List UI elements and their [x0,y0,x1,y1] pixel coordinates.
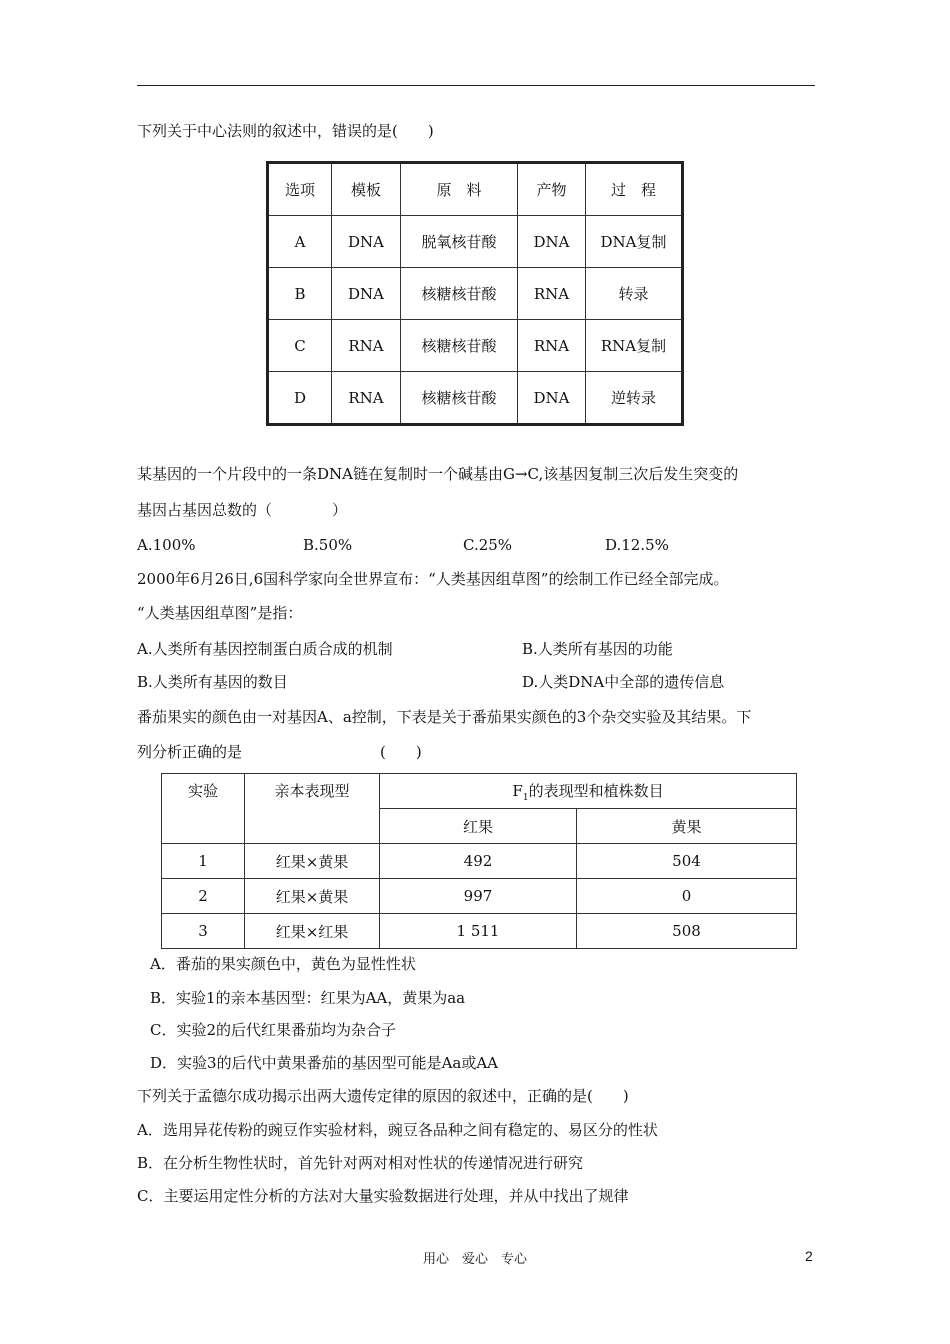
cell-yellow-count: 508 [577,914,797,949]
header-rule [137,85,815,86]
cell-option: B [268,268,332,320]
q2-option-a: A.100% [137,536,196,554]
cell-yellow-count: 504 [577,844,797,879]
header-yellow-fruit: 黄果 [577,809,797,844]
q3-option-a: A.人类所有基因控制蛋白质合成的机制 [137,640,393,658]
cell-experiment: 1 [162,844,245,879]
cell-red-count: 997 [380,879,577,914]
header-product: 产物 [518,163,586,216]
q4-option-b: B．实验1的亲本基因型：红果为AA，黄果为aa [150,989,466,1007]
q5-option-b: B．在分析生物性状时，首先针对两对相对性状的传递情况进行研究 [137,1154,584,1172]
q5-option-c: C．主要运用定性分析的方法对大量实验数据进行处理，并从中找出了规律 [137,1187,629,1205]
cell-material: 核糖核苷酸 [401,372,518,425]
table-header-row [268,163,683,216]
q3-option-b: B.人类所有基因的功能 [522,640,673,658]
cell-product: DNA [518,372,586,425]
cell-experiment: 3 [162,914,245,949]
cell-product: RNA [518,268,586,320]
q4-stem-line1: 番茄果实的颜色由一对基因A、a控制，下表是关于番茄果实颜色的3个杂交实验及其结果。下 [137,708,752,726]
tomato-cross-table [161,773,797,949]
cell-process: 转录 [586,268,683,320]
table-row [268,216,683,268]
page-number: 2 [805,1248,813,1264]
cell-parent: 红果×黄果 [245,844,380,879]
header-f1: $F_1$的表现型和植株数目 [380,774,797,809]
table-row [268,372,683,425]
q3-stem-line1: 2000年6月26日,6国科学家向全世界宣布：“人类基因组草图”的绘制工作已经全部完成。 [137,570,729,588]
header-material: 原 料 [401,163,518,216]
q2-option-d: D.12.5% [605,536,669,554]
cell-red-count: 492 [380,844,577,879]
header-red-fruit: 红果 [380,809,577,844]
cell-parent: 红果×黄果 [245,879,380,914]
q4-option-a: A．番茄的果实颜色中，黄色为显性性状 [150,955,416,973]
q3-stem-line2: “人类基因组草图”是指： [137,604,303,622]
q2-stem-line1: 某基因的一个片段中的一条DNA链在复制时一个碱基由G→C,该基因复制三次后发生突变的 [137,465,739,483]
header-process: 过 程 [586,163,683,216]
cell-template: RNA [332,372,401,425]
table-row [162,879,797,914]
q2-option-b: B.50% [303,536,353,554]
cell-product: RNA [518,320,586,372]
q4-answer-paren: ( ) [380,743,422,761]
q2-option-c: C.25% [463,536,513,554]
cell-process: DNA复制 [586,216,683,268]
cell-red-count: 1 511 [380,914,577,949]
cell-parent: 红果×红果 [245,914,380,949]
q4-option-d: D．实验3的后代中黄果番茄的基因型可能是Aa或AA [150,1054,499,1072]
cell-template: DNA [332,268,401,320]
cell-experiment: 2 [162,879,245,914]
table-row [268,320,683,372]
table-row [162,844,797,879]
cell-yellow-count: 0 [577,879,797,914]
header-option: 选项 [268,163,332,216]
central-dogma-table [266,161,684,426]
cell-product: DNA [518,216,586,268]
cell-material: 脱氧核苷酸 [401,216,518,268]
header-template: 模板 [332,163,401,216]
q3-option-c: B.人类所有基因的数目 [137,673,288,691]
q1-stem: 下列关于中心法则的叙述中，错误的是( ) [137,122,434,140]
q2-stem-line2: 基因占基因总数的（ ） [137,501,348,519]
cell-material: 核糖核苷酸 [401,320,518,372]
cell-option: D [268,372,332,425]
q5-stem: 下列关于孟德尔成功揭示出两大遗传定律的原因的叙述中，正确的是( ) [137,1087,629,1105]
table-row [162,914,797,949]
cell-material: 核糖核苷酸 [401,268,518,320]
cell-template: RNA [332,320,401,372]
q5-option-a: A．选用异花传粉的豌豆作实验材料，豌豆各品种之间有稳定的、易区分的性状 [137,1121,658,1139]
table-row [268,268,683,320]
header-experiment: 实验 [162,774,245,844]
q4-option-c: C．实验2的后代红果番茄均为杂合子 [150,1021,397,1039]
cell-process: 逆转录 [586,372,683,425]
q3-option-d: D.人类DNA中全部的遗传信息 [522,673,725,691]
cell-option: A [268,216,332,268]
header-parent-phenotype: 亲本表现型 [245,774,380,844]
cell-process: RNA复制 [586,320,683,372]
q4-stem-line2: 列分析正确的是 [137,743,243,761]
page-footer: 用心 爱心 专心 [422,1252,527,1267]
table-header-row [162,774,797,809]
cell-option: C [268,320,332,372]
cell-template: DNA [332,216,401,268]
